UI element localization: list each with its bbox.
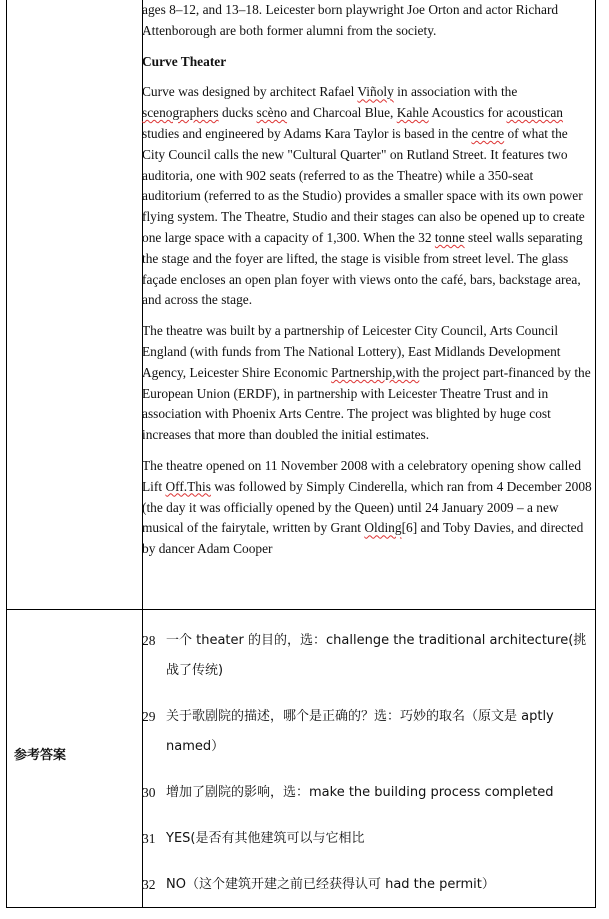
passage-cell bbox=[142, 0, 594, 609]
answer-number: 31 bbox=[142, 831, 156, 846]
answer-item-30 bbox=[142, 778, 592, 808]
answer-item-29 bbox=[142, 702, 592, 762]
paragraph-funding: The theatre was built by a partnership of Leicester City Council, Arts Council England (with funds from The National Lottery), East Midlands Development Agency, Leicester Shire Economic Partnership,with the project part-financed by the European Union (ERDF), in partnership with Leicester Theatre Trust and in association with Phoenix Arts Centre. The project was blighted by huge cost increases that more than doubled the initial estimates. bbox=[142, 323, 591, 443]
table-border-right bbox=[595, 0, 596, 908]
answer-number: 28 bbox=[142, 633, 156, 648]
answer-text: 增加了剧院的影响，选：make the building process completed bbox=[166, 785, 554, 800]
table-border-bottom bbox=[6, 907, 596, 908]
answer-item-32 bbox=[142, 870, 592, 900]
table-border-left bbox=[6, 0, 7, 908]
answer-number: 30 bbox=[142, 785, 156, 800]
answer-item-28 bbox=[142, 626, 592, 686]
answer-number: 29 bbox=[142, 709, 156, 724]
answer-label: 参考答案 bbox=[14, 748, 67, 763]
intro-tail-paragraph: ages 8–12, and 13–18. Leicester born playwright Joe Orton and actor Richard Attenborough are both former alumni from the society. bbox=[142, 2, 559, 38]
paragraph-opening: The theatre opened on 11 November 2008 with a celebratory opening show called Lift Off.This was followed by Simply Cinderella, which ran from 4 December 2008 (the day it was officially opened by the Queen) until 24 January 2009 – a new musical of the fairytale, written by Grant Olding[6] and Toby Davies, and directed by dancer Adam Cooper bbox=[142, 457, 592, 557]
answer-number: 32 bbox=[142, 877, 156, 892]
paragraph-design: Curve was designed by architect Rafael Viñoly in association with the scenographers ducks scèno and Charcoal Blue, Kahle Acoustics for acoustican studies and engineered by Adams Kara Taylor is based in the centre of what the City Council calls the new "Cultural Quarter" on Rutland Street. It features two auditoria, one with 902 seats (referred to as the Theatre) while a 350-seat auditorium (referred to as the Studio) provides a smaller space with its own power flying system. The Theatre, Studio and their stages can also be opened up to create one large space with a capacity of 1,300. When the 32 tonne steel walls separating the stage and the foyer are lifted, the stage is visible from street level. The glass façade encloses an open plan foyer with views onto the café, bars, backstage area, and across the stage. bbox=[142, 84, 585, 308]
answer-text: NO（这个建筑开建之前已经获得认可 had the permit） bbox=[166, 877, 495, 892]
section-heading: Curve Theater bbox=[142, 53, 227, 69]
answer-text: YES(是否有其他建筑可以与它相比 bbox=[166, 831, 365, 846]
row-divider bbox=[6, 609, 596, 610]
answer-text: 关于歌剧院的描述，哪个是正确的？选：巧妙的取名（原文是 aptly named） bbox=[166, 709, 554, 754]
answer-list bbox=[142, 626, 592, 900]
answer-text: 一个 theater 的目的，选：challenge the traditional architecture(挑战了传统) bbox=[166, 633, 587, 678]
answer-item-31 bbox=[142, 824, 592, 854]
